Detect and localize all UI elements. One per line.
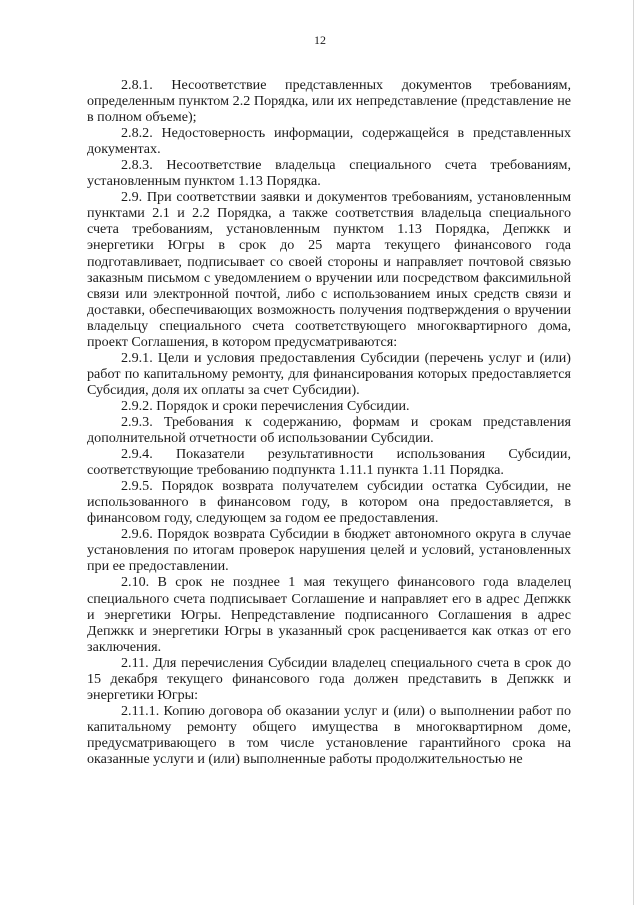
page-number: 12 bbox=[314, 33, 326, 47]
paragraph-2-9-6: 2.9.6. Порядок возврата Субсидии в бюджет автономного округа в случае установления по итогам проверок нарушения целей и условий, установленных при ее предоставлении. bbox=[87, 526, 571, 575]
paragraph-2-9-3: 2.9.3. Требования к содержанию, формам и срокам представления дополнительной отчетности об использовании Субсидии. bbox=[87, 413, 571, 447]
paragraph-2-8-3: 2.8.3. Несоответствие владельца специального счета требованиям, установленным пунктом 1.13 Порядка. bbox=[87, 157, 571, 190]
paragraph-2-8-1: 2.8.1. Несоответствие представленных документов требованиям, определенным пунктом 2.2 Порядка, или их непредставление (представление не в полном объеме); bbox=[87, 77, 571, 126]
paragraph-2-9-4: 2.9.4. Показатели результативности использования Субсидии, соответствующие требованию подпункта 1.11.1 пункта 1.11 Порядка. bbox=[87, 446, 571, 479]
paragraph-2-11: 2.11. Для перечисления Субсидии владелец специального счета в срок до 15 декабря текущего финансового года должен представить в Депжкк и энергетики Югры: bbox=[87, 654, 571, 703]
paragraph-2-9: 2.9. При соответствии заявки и документов требованиям, установленным пунктами 2.1 и 2.2 Порядка, а также соответствия владельца специального счета требованиям, установленным пунктом 1.13 Порядка, Депжкк и энергетики Югры в срок до 25 марта текущего финансового года подготавливает, подписывает со своей стороны и направляет почтовой связью заказным письмом с уведомлением о вручении или посредством факсимильной связи или электронной почтой, либо с использованием иных средств связи и доставки, обеспечивающих возможность получения подтверждения о вручении владельцу специального счета соответствующего многоквартирного дома, проект Соглашения, в котором предусматриваются: bbox=[87, 189, 571, 350]
paragraph-2-9-1: 2.9.1. Цели и условия предоставления Субсидии (перечень услуг и (или) работ по капитальному ремонту, для финансирования которых предоставляется Субсидия, доля их оплаты за счет Субсидии). bbox=[87, 349, 571, 398]
paragraph-2-8-2: 2.8.2. Недостоверность информации, содержащейся в представленных документах. bbox=[87, 125, 571, 158]
paragraph-2-11-1: 2.11.1. Копию договора об оказании услуг и (или) о выполнении работ по капитальному ремонту общего имущества в многоквартирном доме, предусматривающего в том числе установление гарантийного срока на оказанные услуги и (или) выполненные работы продолжительностью не bbox=[87, 702, 571, 767]
scan-edge-line bbox=[633, 0, 634, 905]
paragraph-2-9-2: 2.9.2. Порядок и сроки перечисления Субсидии. bbox=[121, 397, 410, 414]
paragraph-2-9-5: 2.9.5. Порядок возврата получателем субсидии остатка Субсидии, не использованного в финансовом году, в котором она предоставляется, в финансовом году, следующем за годом ее предоставления. bbox=[87, 478, 571, 527]
paragraph-2-10: 2.10. В срок не позднее 1 мая текущего финансового года владелец специального счета подписывает Соглашение и направляет его в адрес Депжкк и энергетики Югры. Непредставление подписанного Соглашения в адрес Депжкк и энергетики Югры в указанный срок расценивается как отказ от его заключения. bbox=[87, 574, 571, 655]
document-body bbox=[87, 77, 571, 767]
